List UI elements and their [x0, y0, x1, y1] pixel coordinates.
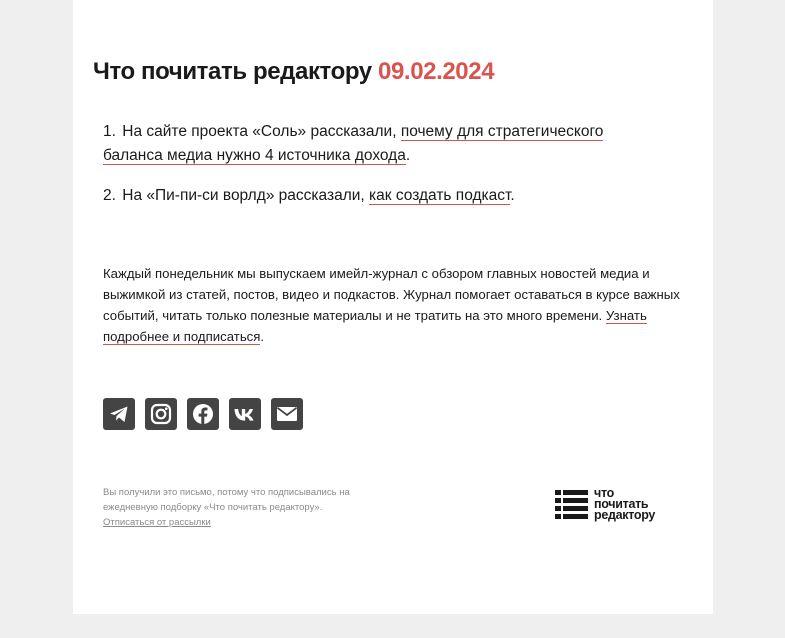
instagram-icon[interactable] [145, 398, 177, 430]
item-prefix: На «Пи-пи-си ворлд» рассказали, [122, 187, 370, 204]
item-number: 1. [103, 123, 116, 140]
about-paragraph [103, 263, 693, 347]
facebook-icon[interactable] [187, 398, 219, 430]
logo [555, 488, 655, 521]
logo-line-1: что [594, 486, 614, 500]
logo-line-2: почитать [594, 497, 649, 511]
logo-mark-icon [555, 489, 588, 521]
footer-note [103, 485, 393, 530]
item-suffix: . [510, 187, 515, 204]
list-item [103, 120, 663, 168]
title-text: Что почитать редактору [93, 58, 372, 85]
article-link[interactable]: как создать подкаст [369, 187, 511, 204]
logo-wordmark [594, 488, 655, 521]
page-title [93, 58, 494, 86]
item-number: 2. [103, 187, 116, 204]
email-card [73, 0, 713, 614]
footer-text: Вы получили это письмо, потому что подписывались на ежедневную подборку «Что почитать редактору». [103, 487, 350, 513]
article-list [103, 120, 663, 224]
about-suffix: . [260, 329, 265, 344]
list-item [103, 184, 663, 208]
title-date: 09.02.2024 [378, 58, 495, 85]
email-icon[interactable] [271, 398, 303, 430]
social-links [103, 398, 303, 430]
item-prefix: На сайте проекта «Соль» рассказали, [122, 123, 401, 140]
vk-icon[interactable] [229, 398, 261, 430]
telegram-icon[interactable] [103, 398, 135, 430]
about-text: Каждый понедельник мы выпускаем имейл-журнал с обзором главных новостей медиа и выжимкой из статей, постов, видео и подкастов. Журнал помогает оставаться в курсе важных событий, читать только полезные материалы и не тратить на это много времени. [103, 266, 680, 323]
item-suffix: . [405, 147, 411, 164]
logo-line-3: редактору [594, 508, 656, 522]
subscribe-link[interactable]: Узнать подробнее и подписаться [103, 308, 647, 344]
unsubscribe-link[interactable]: Отписаться от рассылки [103, 517, 211, 528]
article-link[interactable]: почему для стратегического баланса медиа нужно 4 источника дохода [103, 123, 604, 164]
